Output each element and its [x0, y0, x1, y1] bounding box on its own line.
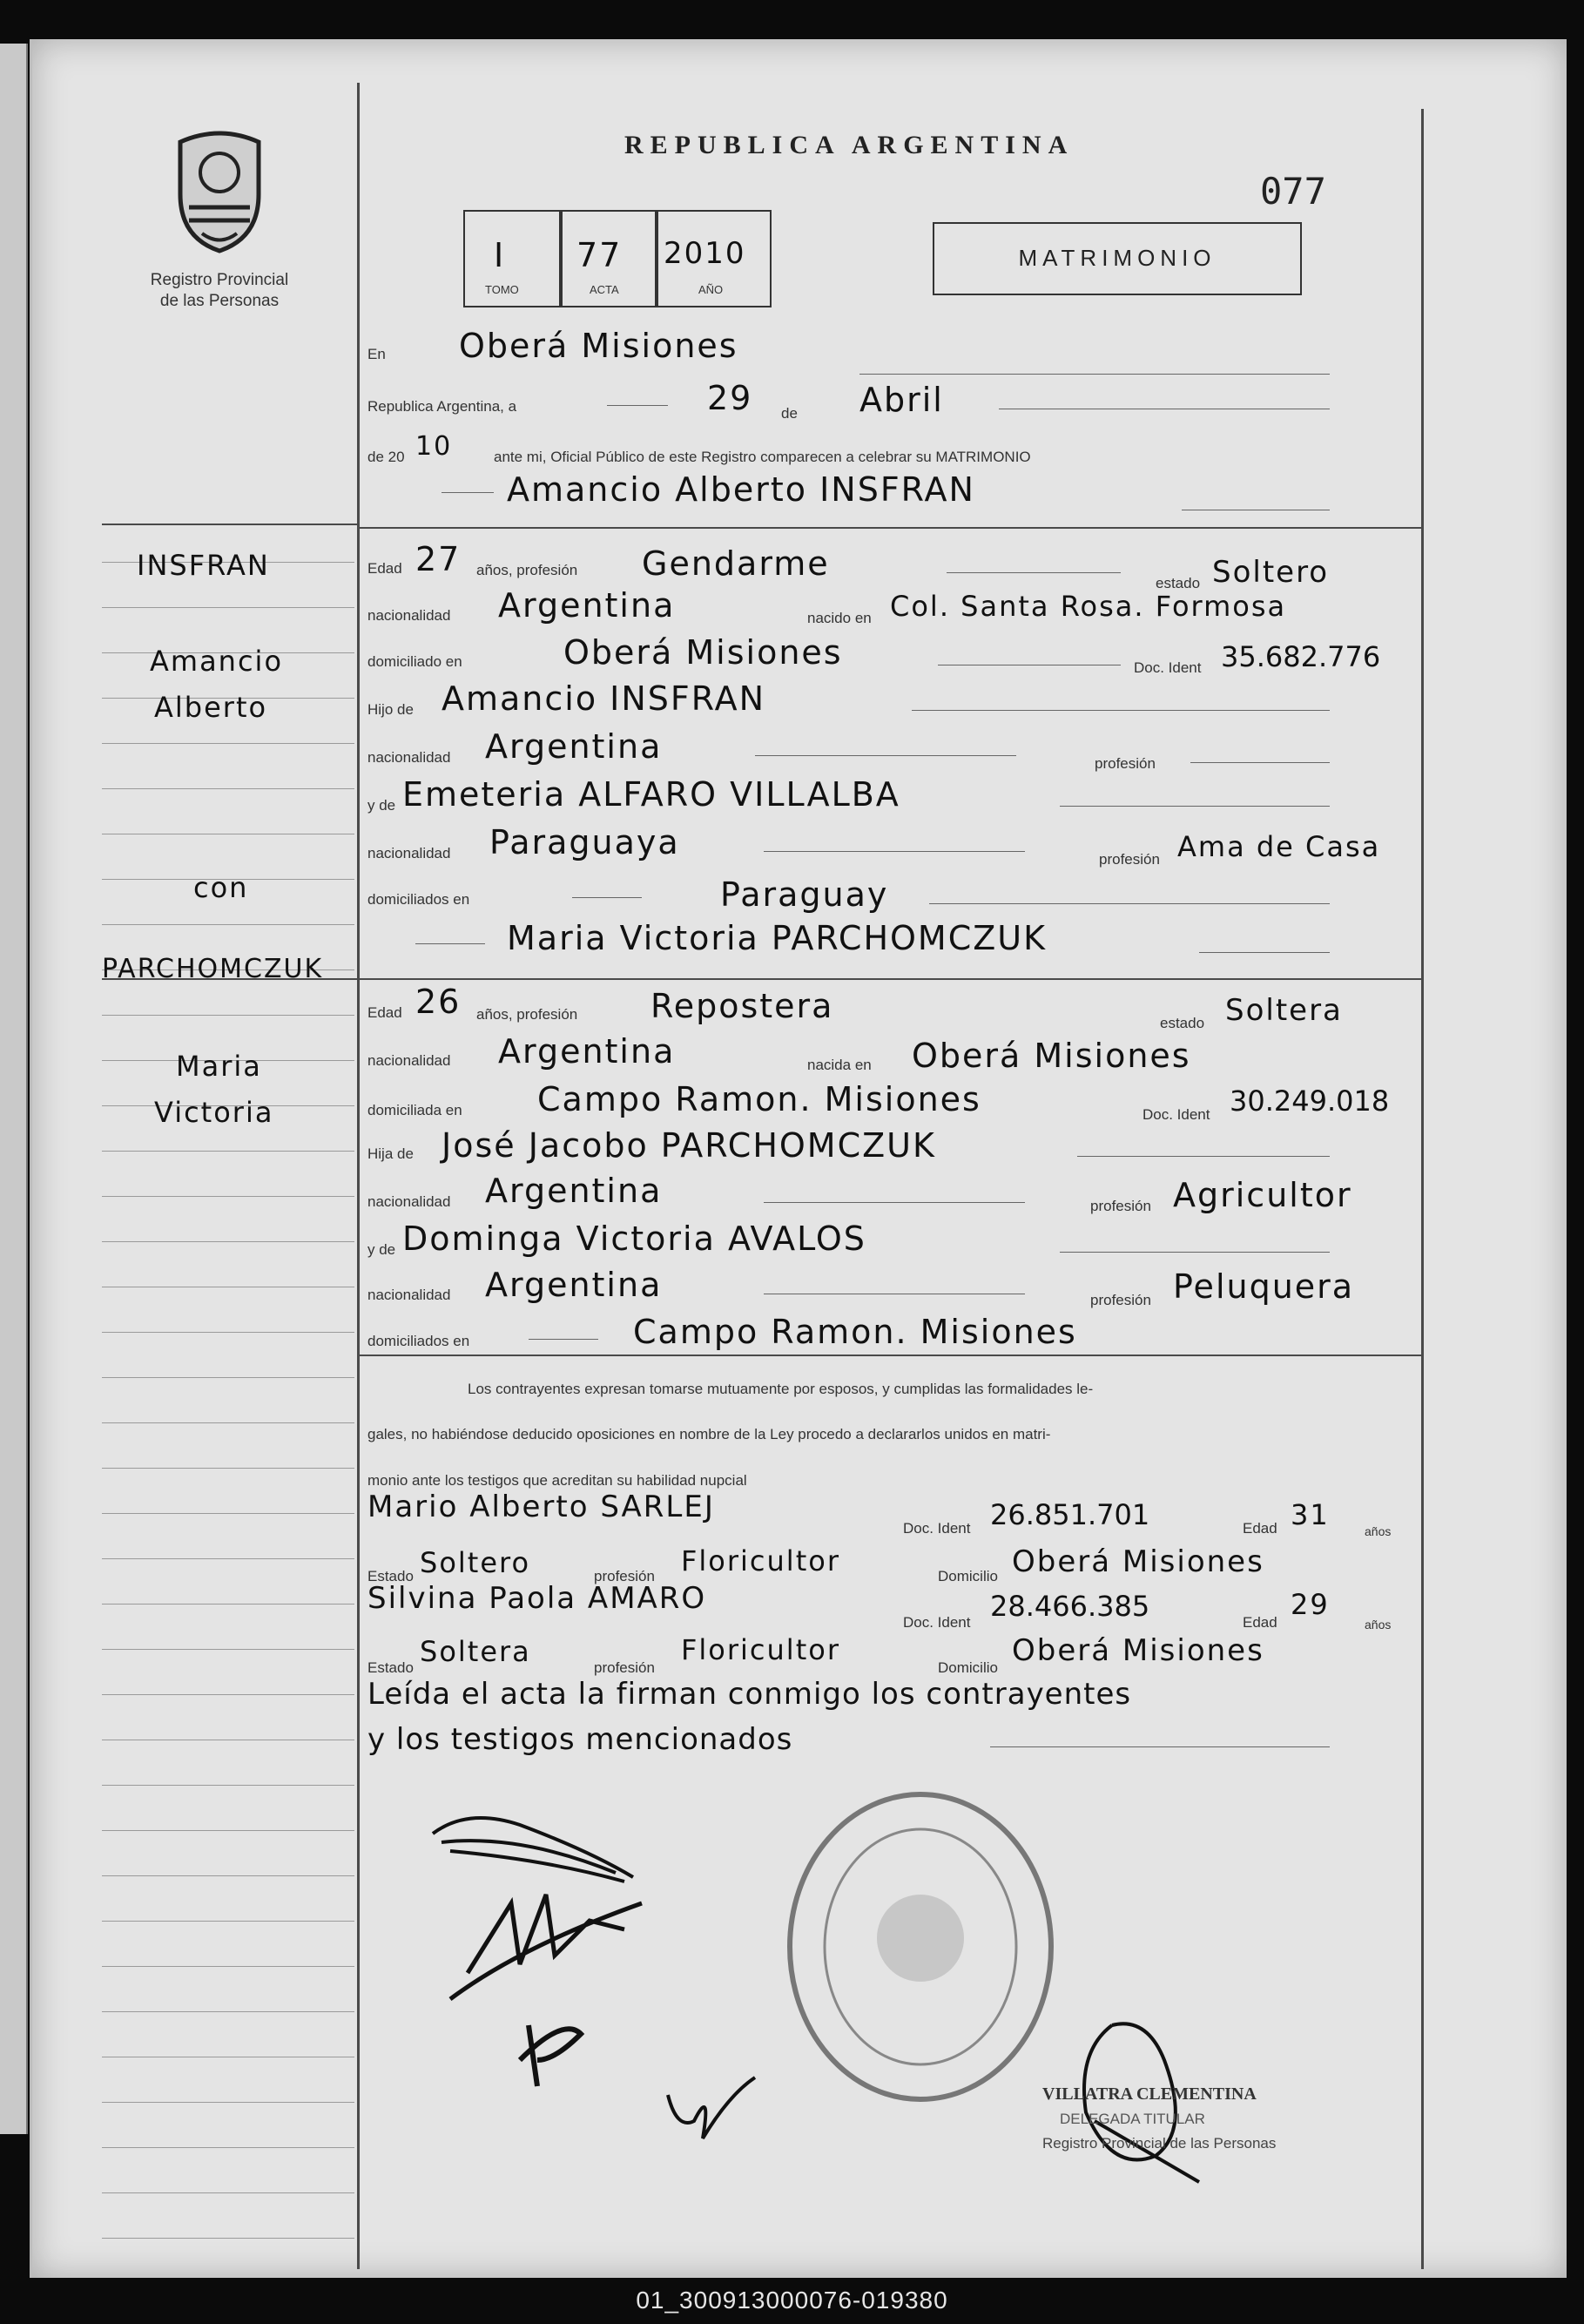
fill-line — [1077, 1156, 1330, 1157]
closing-line1: Leída el acta la firman conmigo los contrayentes — [367, 1677, 1132, 1712]
bride-dom-label: domiciliada en — [367, 1102, 462, 1118]
witness1-estado: Soltero — [420, 1546, 531, 1579]
bride-doc: 30.249.018 — [1230, 1084, 1390, 1118]
margin-con: con — [193, 871, 249, 904]
fill-line — [529, 1339, 598, 1340]
bride-edad-label: Edad — [367, 1004, 402, 1021]
witness2-edad-label: Edad — [1243, 1614, 1277, 1631]
acta-value: 77 — [576, 236, 623, 274]
ruled-line — [102, 1377, 354, 1378]
witness2-domicilio: Oberá Misiones — [1012, 1633, 1264, 1668]
groom-father: Amancio INSFRAN — [441, 679, 766, 718]
fill-line — [764, 1202, 1025, 1203]
bride-estado: Soltera — [1225, 993, 1343, 1028]
groom-father-nac-label: nacionalidad — [367, 749, 451, 766]
bride-profesion: Repostera — [650, 987, 834, 1025]
witness1-name: Mario Alberto SARLEJ — [367, 1490, 715, 1524]
groom-mother-prof: Ama de Casa — [1177, 830, 1381, 863]
declaration-line3: monio ante los testigos que acreditan su habilidad nupcial — [367, 1472, 747, 1489]
witness1-prof-label: profesión — [594, 1568, 655, 1584]
ruled-line — [102, 2192, 354, 2193]
registry-name-line1: Registro Provincial — [150, 271, 289, 289]
witness2-prof-label: profesión — [594, 1659, 655, 1676]
fill-line — [859, 374, 1330, 375]
margin-groom-surname: INSFRAN — [137, 549, 270, 582]
witness1-profesion: Floricultor — [681, 1544, 840, 1577]
groom-hijo-label: Hijo de — [367, 701, 414, 718]
binder-edge — [0, 44, 28, 2134]
groom-estado-label: estado — [1156, 575, 1201, 591]
section-separator — [359, 978, 1421, 980]
ruled-line — [102, 1921, 354, 1922]
fill-line — [755, 755, 1016, 756]
groom-father-nac: Argentina — [485, 727, 663, 766]
ruled-line — [102, 1332, 354, 1333]
ruled-line — [102, 743, 354, 744]
tomo-label: TOMO — [485, 283, 519, 296]
groom-domicilio: Oberá Misiones — [563, 633, 843, 672]
en-label: En — [367, 346, 386, 362]
bride-nac-label: nacionalidad — [367, 1052, 451, 1069]
year-prefix: de 20 — [367, 449, 405, 465]
fill-line — [572, 897, 642, 898]
witness2-dom-label: Domicilio — [938, 1659, 998, 1676]
witness1-estado-label: Estado — [367, 1568, 414, 1584]
ruled-line — [102, 1196, 354, 1197]
fill-line — [990, 1746, 1330, 1747]
bride-edad: 26 — [415, 983, 462, 1021]
footer-caption: 01_300913000076-019380 — [636, 2287, 948, 2314]
margin-bride-name2: Victoria — [154, 1096, 274, 1129]
ruled-line — [102, 1015, 354, 1016]
republica-label: Republica Argentina, a — [367, 398, 517, 415]
witness1-anos-label: años — [1365, 1524, 1392, 1538]
groom-profesion: Gendarme — [642, 544, 830, 583]
bride-father-nac: Argentina — [485, 1172, 663, 1210]
witness2-doc: 28.466.385 — [990, 1590, 1150, 1623]
declaration-line1: Los contrayentes expresan tomarse mutuamente por esposos, y cumplidas las formalidades le- — [468, 1381, 1094, 1397]
ruled-line — [102, 1513, 354, 1514]
ruled-line — [102, 1241, 354, 1242]
witness1-doc: 26.851.701 — [990, 1498, 1150, 1531]
bride-mother-nac-label: nacionalidad — [367, 1287, 451, 1303]
ante-text: ante mi, Oficial Público de este Registro comparecen a celebrar su MATRIMONIO — [494, 449, 1031, 465]
bride-mother-nac: Argentina — [485, 1266, 663, 1304]
fill-line — [607, 405, 668, 406]
witness2-edad: 29 — [1291, 1588, 1330, 1621]
bride-anos-prof-label: años, profesión — [476, 1006, 578, 1023]
ruled-line — [102, 1558, 354, 1559]
bride-nacionalidad: Argentina — [498, 1032, 676, 1071]
doc-type: MATRIMONIO — [1018, 245, 1217, 271]
fill-line — [1190, 762, 1330, 763]
margin-bride-name1: Maria — [176, 1050, 262, 1083]
anio-value: 2010 — [664, 236, 746, 271]
ruled-line — [102, 2147, 354, 2148]
margin-bride-surname: PARCHOMCZUK — [102, 954, 324, 984]
ruled-line — [102, 924, 354, 925]
marriage-certificate-page — [30, 39, 1567, 2278]
section-separator — [359, 527, 1421, 529]
place: Oberá Misiones — [459, 327, 738, 365]
bride-mother: Dominga Victoria AVALOS — [402, 1219, 866, 1258]
registry-name-line2: de las Personas — [159, 292, 280, 310]
bride-parents-dom: Campo Ramon. Misiones — [633, 1313, 1077, 1351]
ruled-line — [102, 1468, 354, 1469]
official-name: VILLATRA CLEMENTINA — [1042, 2084, 1257, 2104]
anio-label: AÑO — [698, 283, 724, 296]
month: Abril — [859, 381, 944, 419]
bride-nacida: Oberá Misiones — [912, 1037, 1191, 1075]
bride-yde-label: y de — [367, 1241, 396, 1258]
ruled-line — [102, 2102, 354, 2103]
groom-edad: 27 — [415, 540, 462, 578]
groom-yde-label: y de — [367, 797, 396, 814]
ruled-line — [102, 1830, 354, 1831]
tomo-value: I — [494, 236, 506, 274]
witness1-edad: 31 — [1291, 1498, 1330, 1531]
groom-father-prof-label: profesión — [1095, 755, 1156, 772]
margin-groom-name2: Alberto — [154, 691, 268, 724]
fill-line — [415, 943, 485, 944]
ruled-line — [102, 1604, 354, 1605]
bride-mother-prof: Peluquera — [1173, 1267, 1355, 1306]
groom-parents-dom-label: domiciliados en — [367, 891, 470, 908]
country-title: REPUBLICA ARGENTINA — [624, 131, 1075, 159]
signatures-drawing — [415, 1799, 781, 2165]
witness1-doc-label: Doc. Ident — [903, 1520, 971, 1537]
record-number: 077 — [1260, 170, 1326, 213]
fill-line — [764, 851, 1025, 852]
ruled-line — [102, 1694, 354, 1695]
fill-line — [912, 710, 1330, 711]
bride-father-nac-label: nacionalidad — [367, 1193, 451, 1210]
groom-mother-nac-label: nacionalidad — [367, 845, 451, 861]
groom-mother-prof-label: profesión — [1099, 851, 1160, 868]
witness2-name: Silvina Paola AMARO — [367, 1581, 707, 1616]
year-suffix: 10 — [415, 431, 453, 462]
acta-label: ACTA — [590, 283, 619, 296]
groom-edad-label: Edad — [367, 560, 402, 577]
witness2-estado-label: Estado — [367, 1659, 414, 1676]
bride-estado-label: estado — [1160, 1015, 1205, 1031]
groom-dom-label: domiciliado en — [367, 653, 462, 670]
ruled-line — [102, 1151, 354, 1152]
ruled-line — [102, 2238, 354, 2239]
groom-mother-nac: Paraguaya — [489, 823, 680, 861]
section-separator — [359, 1355, 1421, 1356]
ruled-line — [102, 2011, 354, 2012]
bride-parents-dom-label: domiciliados en — [367, 1333, 470, 1349]
registry-emblem-icon — [163, 125, 276, 255]
fill-line — [1060, 1252, 1330, 1253]
groom-nacido-label: nacido en — [807, 610, 872, 626]
witness1-edad-label: Edad — [1243, 1520, 1277, 1537]
ruled-line — [102, 607, 354, 608]
groom-parents-dom: Paraguay — [720, 875, 889, 914]
ruled-line — [102, 1875, 354, 1876]
bride-doc-label: Doc. Ident — [1143, 1106, 1210, 1123]
closing-line2: y los testigos mencionados — [367, 1722, 793, 1757]
witness2-anos-label: años — [1365, 1618, 1392, 1632]
groom-estado: Soltero — [1212, 555, 1330, 590]
bride-nacida-label: nacida en — [807, 1057, 872, 1073]
groom-full-name: Amancio Alberto INSFRAN — [507, 470, 975, 509]
bride-father: José Jacobo PARCHOMCZUK — [441, 1126, 936, 1165]
witness2-doc-label: Doc. Ident — [903, 1614, 971, 1631]
bride-father-prof-label: profesión — [1090, 1198, 1151, 1214]
groom-doc: 35.682.776 — [1221, 640, 1381, 673]
ruled-line — [102, 1966, 354, 1967]
ruled-line — [102, 1649, 354, 1650]
witness2-estado: Soltera — [420, 1635, 531, 1668]
groom-nacionalidad: Argentina — [498, 586, 676, 625]
registry-seal-icon — [777, 1781, 1064, 2112]
witness2-profesion: Floricultor — [681, 1633, 840, 1666]
ruled-line — [102, 788, 354, 789]
official-registry: Registro Provincial de las Personas — [1042, 2135, 1277, 2152]
margin-separator — [102, 524, 359, 525]
groom-nacido: Col. Santa Rosa. Formosa — [890, 590, 1287, 623]
bride-mother-prof-label: profesión — [1090, 1292, 1151, 1308]
day: 29 — [707, 379, 753, 417]
witness1-dom-label: Domicilio — [938, 1568, 998, 1584]
bride-domicilio: Campo Ramon. Misiones — [537, 1080, 981, 1118]
groom-mother: Emeteria ALFARO VILLALBA — [402, 775, 900, 814]
margin-divider-line — [357, 83, 360, 2269]
de-label: de — [781, 405, 798, 422]
fill-line — [947, 572, 1121, 573]
fill-line — [929, 903, 1330, 904]
ruled-line — [102, 1785, 354, 1786]
groom-doc-label: Doc. Ident — [1134, 659, 1202, 676]
bride-hija-label: Hija de — [367, 1145, 414, 1162]
bride-full-name: Maria Victoria PARCHOMCZUK — [507, 919, 1048, 957]
fill-line — [1060, 806, 1330, 807]
margin-groom-name1: Amancio — [150, 645, 284, 678]
groom-anos-prof-label: años, profesión — [476, 562, 578, 578]
witness1-domicilio: Oberá Misiones — [1012, 1544, 1264, 1579]
groom-nac-label: nacionalidad — [367, 607, 451, 624]
right-border-line — [1421, 109, 1424, 2269]
ruled-line — [102, 1422, 354, 1423]
declaration-line2: gales, no habiéndose deducido oposiciones en nombre de la Ley procedo a declararlos unidos en matri- — [367, 1426, 1051, 1442]
fill-line — [441, 492, 494, 493]
fill-line — [1199, 952, 1330, 953]
official-title: DELEGADA TITULAR — [1060, 2111, 1205, 2127]
bride-father-prof: Agricultor — [1173, 1176, 1352, 1214]
